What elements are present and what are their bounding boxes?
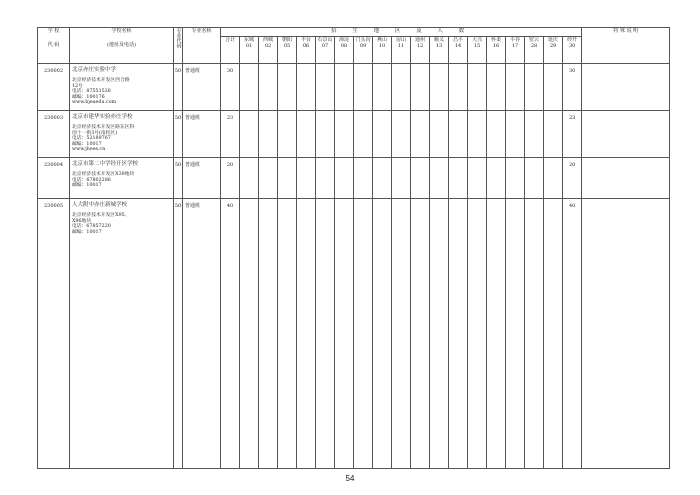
district-count <box>354 199 373 469</box>
district-count <box>240 111 259 158</box>
district-count <box>373 111 392 158</box>
district-code: 17 <box>511 43 519 49</box>
district-count <box>240 64 259 111</box>
district-name: 平谷 <box>509 37 520 43</box>
district-code: 09 <box>359 43 367 49</box>
district-name: 通州 <box>414 37 425 43</box>
district-count <box>506 199 525 469</box>
page-number: 54 <box>345 474 355 483</box>
district-count <box>316 199 335 469</box>
district-count <box>259 199 278 469</box>
district-count <box>525 158 544 199</box>
major-name: 普通班 <box>183 111 221 158</box>
header-code-line1: 学 校 <box>47 28 60 34</box>
district-code: 10 <box>378 43 386 49</box>
header-district <box>278 37 297 64</box>
school-address-line: 电话：67802286 <box>72 177 111 183</box>
district-count <box>411 64 430 111</box>
district-code: 29 <box>549 43 557 49</box>
school-address-line: www.bjeaedu.com <box>72 100 117 106</box>
table-row <box>38 64 670 111</box>
school-address-line: 北京经济技术开发区路东区科 <box>72 125 135 130</box>
district-count <box>278 158 297 199</box>
district-count <box>297 158 316 199</box>
school-name: 人大附中亦庄新城学校 <box>72 202 128 208</box>
district-name: 房山 <box>395 37 406 43</box>
header-code-line2: 代 码 <box>47 42 60 48</box>
district-code: 08 <box>340 43 348 49</box>
header-district <box>430 37 449 64</box>
major-name: 普通班 <box>183 158 221 199</box>
header-district <box>297 37 316 64</box>
district-count <box>297 199 316 469</box>
major-name: 普通班 <box>183 64 221 111</box>
header-major-name <box>183 28 221 64</box>
district-name: 顺义 <box>433 37 444 43</box>
district-count <box>278 64 297 111</box>
school-code: 230002 <box>38 64 70 111</box>
district-name: 延庆 <box>547 37 558 43</box>
district-count <box>278 111 297 158</box>
district-count <box>487 158 506 199</box>
jingkai-count: 30 <box>563 64 582 111</box>
school-code: 230003 <box>38 111 70 158</box>
district-count <box>392 64 411 111</box>
district-count <box>297 64 316 111</box>
district-code: 13 <box>435 43 443 49</box>
district-code: 16 <box>492 43 500 49</box>
district-count <box>468 199 487 469</box>
district-count <box>487 64 506 111</box>
district-name: 朝阳 <box>281 37 292 43</box>
district-count <box>316 158 335 199</box>
district-count <box>373 64 392 111</box>
total-count: 23 <box>221 111 240 158</box>
district-count <box>544 199 563 469</box>
district-count <box>430 158 449 199</box>
school-info <box>70 64 174 111</box>
school-name: 北京市建华实验亦庄学校 <box>72 114 133 120</box>
district-name: 海淀 <box>338 37 349 43</box>
school-info <box>70 199 174 469</box>
major-code: 50 <box>174 158 183 199</box>
header-district <box>544 37 563 64</box>
school-name: 北京亦庄实验中学 <box>72 67 117 73</box>
major-name: 普通班 <box>183 199 221 469</box>
district-name: 密云 <box>528 37 539 43</box>
district-name: 大兴 <box>471 37 482 43</box>
header-major-code <box>174 28 183 64</box>
header-district <box>392 37 411 64</box>
district-count <box>525 199 544 469</box>
district-count <box>259 158 278 199</box>
school-address-line: 北京经济技术开发区X95、 <box>72 213 130 218</box>
district-count <box>449 111 468 158</box>
district-name: 经开 <box>567 37 578 43</box>
district-count <box>335 111 354 158</box>
school-address-line: 电话：52189767 <box>72 136 111 142</box>
header-district <box>468 37 487 64</box>
district-code: 30 <box>568 43 576 49</box>
jingkai-count: 23 <box>563 111 582 158</box>
district-count <box>544 64 563 111</box>
school-address-line: 电话：87551528 <box>72 89 111 95</box>
header-name-line1: 学校名称 <box>111 28 132 34</box>
school-code: 230005 <box>38 199 70 469</box>
special-note <box>582 111 670 158</box>
total-count: 40 <box>221 199 240 469</box>
jingkai-count: 20 <box>563 158 582 199</box>
district-count <box>392 111 411 158</box>
district-count <box>316 64 335 111</box>
district-count <box>373 199 392 469</box>
major-code: 50 <box>174 199 183 469</box>
district-code: 02 <box>264 43 272 49</box>
district-count <box>449 64 468 111</box>
district-count <box>259 64 278 111</box>
district-code: 01 <box>245 43 253 49</box>
school-info <box>70 111 174 158</box>
district-code: 11 <box>397 43 405 49</box>
header-major-name-text: 专业名称 <box>191 28 212 34</box>
header-district <box>373 37 392 64</box>
district-count <box>316 111 335 158</box>
district-count <box>468 158 487 199</box>
district-name: 燕山 <box>376 37 387 43</box>
header-district <box>563 37 582 64</box>
district-count <box>544 111 563 158</box>
header-district <box>259 37 278 64</box>
header-major-code-text: 专业代码 <box>175 28 182 48</box>
district-count <box>525 64 544 111</box>
major-code: 50 <box>174 111 183 158</box>
special-note <box>582 158 670 199</box>
total-count: 20 <box>221 158 240 199</box>
district-count <box>411 158 430 199</box>
header-district <box>525 37 544 64</box>
district-count <box>430 64 449 111</box>
district-count <box>392 199 411 469</box>
district-name: 昌平 <box>452 37 463 43</box>
school-code: 230004 <box>38 158 70 199</box>
school-address-line: 电话：67857220 <box>72 224 111 230</box>
district-count <box>335 64 354 111</box>
school-address-line: 邮编：10017 <box>72 183 102 189</box>
header-district <box>240 37 259 64</box>
district-count <box>468 111 487 158</box>
district-code: 05 <box>283 43 291 49</box>
special-note <box>582 64 670 111</box>
district-name: 门头沟 <box>355 37 371 43</box>
district-name: 石景山 <box>317 37 333 43</box>
header-school-name <box>70 28 174 64</box>
district-code: 06 <box>302 43 310 49</box>
district-count <box>449 158 468 199</box>
header-special <box>582 28 670 64</box>
table-row <box>38 111 670 158</box>
district-count <box>430 199 449 469</box>
district-code: 28 <box>530 43 538 49</box>
special-note <box>582 199 670 469</box>
school-address-line: 邮编：10017 <box>72 141 102 147</box>
school-address-line: 邮编：10017 <box>72 229 102 235</box>
header-district <box>354 37 373 64</box>
header-total-text: 合计 <box>224 37 235 43</box>
district-count <box>335 158 354 199</box>
major-code: 50 <box>174 64 183 111</box>
district-count <box>335 199 354 469</box>
district-count <box>449 199 468 469</box>
district-count <box>354 111 373 158</box>
district-count <box>487 199 506 469</box>
header-district <box>449 37 468 64</box>
district-code: 15 <box>473 43 481 49</box>
header-district <box>506 37 525 64</box>
district-count <box>506 158 525 199</box>
school-address-line: 北京经济技术开发区X39地块 <box>72 172 135 177</box>
district-count <box>278 199 297 469</box>
header-district <box>411 37 430 64</box>
district-count <box>354 64 373 111</box>
school-address-line: 创十一街3号(南校区) <box>72 130 118 136</box>
header-district <box>335 37 354 64</box>
district-count <box>297 111 316 158</box>
district-count <box>240 199 259 469</box>
header-district <box>316 37 335 64</box>
district-count <box>411 199 430 469</box>
district-count <box>468 64 487 111</box>
school-address-line: www.jhees.cn <box>72 147 106 153</box>
school-address-line: 北京经济技术开发区西合路 <box>72 78 130 83</box>
district-count <box>373 158 392 199</box>
district-count <box>487 111 506 158</box>
school-name: 北京市第二中学经开区学校 <box>72 161 139 167</box>
district-name: 东城 <box>243 37 254 43</box>
district-count <box>411 111 430 158</box>
total-count: 30 <box>221 64 240 111</box>
district-name: 怀柔 <box>490 37 501 43</box>
header-district <box>487 37 506 64</box>
school-info <box>70 158 174 199</box>
enrollment-table <box>37 27 670 469</box>
district-count <box>544 158 563 199</box>
district-count <box>506 64 525 111</box>
district-name: 西城 <box>262 37 273 43</box>
district-count <box>240 158 259 199</box>
district-count <box>506 111 525 158</box>
district-name: 丰台 <box>300 37 311 43</box>
header-total <box>221 37 240 64</box>
header-school-code <box>38 28 70 64</box>
district-count <box>430 111 449 158</box>
district-code: 14 <box>454 43 462 49</box>
district-code: 12 <box>416 43 424 49</box>
jingkai-count: 40 <box>563 199 582 469</box>
school-address-line: X96地块 <box>72 218 92 224</box>
school-address-line: 邮编：100176 <box>72 94 105 100</box>
district-count <box>354 158 373 199</box>
school-address-line: 12号 <box>72 83 83 89</box>
district-count <box>392 158 411 199</box>
header-region-title: 招 生 地 区 及 人 数 <box>221 28 582 37</box>
district-code: 07 <box>321 43 329 49</box>
header-special-text: 特 殊 说 明 <box>613 28 639 34</box>
district-count <box>259 111 278 158</box>
table-row <box>38 158 670 199</box>
header-name-line2: (地址及电话) <box>107 42 136 48</box>
table-row <box>38 199 670 469</box>
district-count <box>525 111 544 158</box>
